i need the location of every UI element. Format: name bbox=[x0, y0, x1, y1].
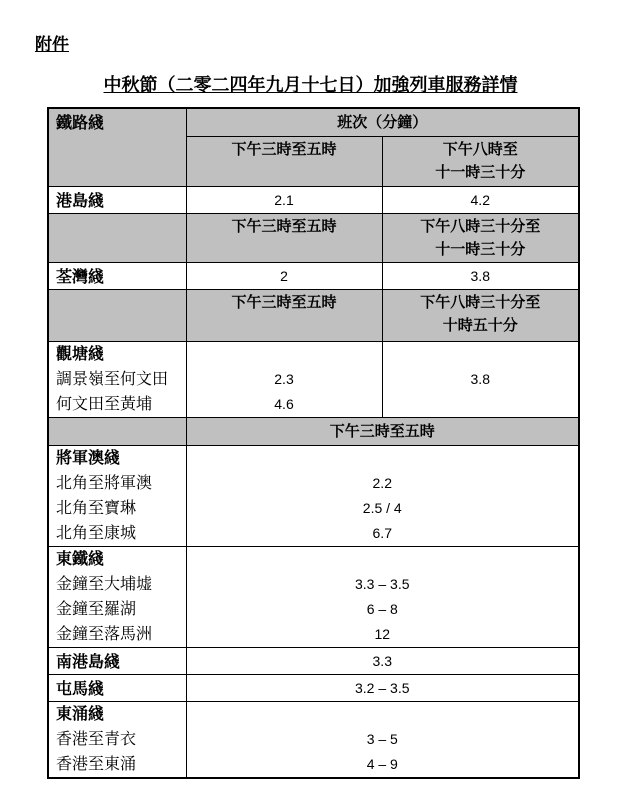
page-title-text: 中秋節（二零二四年九月十七日）加強列車服務詳情 bbox=[103, 75, 518, 95]
island-evening-period-cell bbox=[382, 136, 579, 186]
tung-chung-segment-value: 4 – 9 bbox=[366, 755, 398, 772]
east-rail-segment-value: 6 – 8 bbox=[366, 600, 398, 617]
tseung-kwan-o-segment-name: 北角至將軍澳 bbox=[56, 474, 153, 492]
tseung-kwan-o-segment-name: 北角至寶琳 bbox=[56, 499, 137, 517]
east-rail-segment-name: 金鐘至大埔墟 bbox=[56, 575, 153, 593]
kwun-tong-afternoon-period-cell: 下午三時至五時 bbox=[186, 289, 382, 341]
east-rail-segment-value: 3.3 – 3.5 bbox=[355, 575, 410, 592]
east-rail-line-name: 東鐵綫 bbox=[56, 550, 105, 568]
kwun-tong-segment-name: 調景嶺至何文田 bbox=[56, 370, 169, 388]
kwun-tong-line-row bbox=[48, 341, 579, 417]
page-title bbox=[0, 71, 621, 97]
tsuen-wan-period-header-row bbox=[48, 213, 579, 262]
tsuen-wan-afternoon-period-cell: 下午三時至五時 bbox=[186, 213, 382, 262]
tsuen-wan-evening-period-cell bbox=[382, 213, 579, 262]
island-afternoon-period-cell: 下午三時至五時 bbox=[186, 136, 382, 186]
kwun-tong-period-header-row bbox=[48, 289, 579, 341]
tuen-ma-line-row bbox=[48, 674, 579, 701]
east-rail-segment-value: 12 bbox=[374, 625, 391, 642]
island-line-row bbox=[48, 186, 579, 213]
east-rail-segment-name: 金鐘至羅湖 bbox=[56, 600, 137, 618]
island-evening-value: 4.2 bbox=[382, 186, 579, 213]
kwun-tong-evening-period-cell bbox=[382, 289, 579, 341]
tseung-kwan-o-segment-name: 北角至康城 bbox=[56, 524, 137, 542]
tuen-ma-value: 3.2 – 3.5 bbox=[186, 674, 579, 701]
tsuen-wan-line-name: 荃灣綫 bbox=[48, 262, 186, 289]
tseung-kwan-o-segment-value: 6.7 bbox=[372, 524, 392, 541]
tsuen-wan-evening-period-line1: 下午八時三十分至 bbox=[420, 218, 541, 235]
tung-chung-line-row bbox=[48, 701, 579, 778]
spacer-line bbox=[187, 446, 579, 471]
empty-cell bbox=[48, 417, 186, 445]
empty-cell bbox=[48, 289, 186, 341]
train-frequency-table bbox=[47, 107, 580, 779]
east-rail-segment-name: 金鐘至落馬洲 bbox=[56, 625, 153, 643]
tsuen-wan-line-row bbox=[48, 262, 579, 289]
tseung-kwan-o-names-cell bbox=[48, 445, 186, 546]
kwun-tong-evening-period-line1: 下午八時三十分至 bbox=[420, 294, 541, 311]
tseung-kwan-o-values-cell bbox=[186, 445, 579, 546]
table-header-row bbox=[48, 108, 579, 136]
spacer-line bbox=[187, 342, 382, 367]
tseung-kwan-o-line-row bbox=[48, 445, 579, 546]
kwun-tong-evening-period-line2: 十時五十分 bbox=[442, 317, 518, 334]
tung-chung-line-name: 東涌綫 bbox=[56, 705, 105, 723]
south-island-line-row bbox=[48, 647, 579, 674]
tung-chung-names-cell bbox=[48, 701, 186, 778]
tung-chung-segment-name: 香港至東涌 bbox=[56, 755, 137, 773]
tseung-kwan-o-segment-value: 2.5 / 4 bbox=[362, 499, 402, 516]
island-afternoon-value: 2.1 bbox=[186, 186, 382, 213]
kwun-tong-segment-name: 何文田至黃埔 bbox=[56, 395, 153, 413]
tung-chung-segment-name: 香港至青衣 bbox=[56, 730, 137, 748]
island-evening-period-line1: 下午八時至 bbox=[442, 141, 518, 158]
tseung-kwan-o-segment-value: 2.2 bbox=[372, 474, 392, 491]
south-island-line-name: 南港島綫 bbox=[48, 647, 186, 674]
afternoon-only-period-cell: 下午三時至五時 bbox=[186, 417, 579, 445]
header-frequency-cell: 班次（分鐘） bbox=[186, 108, 579, 136]
kwun-tong-segment-value: 2.3 bbox=[274, 370, 294, 387]
kwun-tong-line-name: 觀塘綫 bbox=[56, 345, 105, 363]
tsuen-wan-afternoon-value: 2 bbox=[186, 262, 382, 289]
tung-chung-values-cell bbox=[186, 701, 579, 778]
kwun-tong-names-cell bbox=[48, 341, 186, 417]
kwun-tong-afternoon-values-cell bbox=[186, 341, 382, 417]
tuen-ma-line-name: 屯馬綫 bbox=[48, 674, 186, 701]
east-rail-line-row bbox=[48, 546, 579, 647]
east-rail-values-cell bbox=[186, 546, 579, 647]
afternoon-only-header-row bbox=[48, 417, 579, 445]
tung-chung-segment-value: 3 – 5 bbox=[366, 730, 398, 747]
kwun-tong-segment-value: 4.6 bbox=[274, 395, 294, 412]
spacer-line bbox=[187, 702, 579, 727]
island-evening-period-line2: 十一時三十分 bbox=[435, 164, 526, 181]
tsuen-wan-evening-period-line2: 十一時三十分 bbox=[435, 241, 526, 258]
east-rail-names-cell bbox=[48, 546, 186, 647]
tseung-kwan-o-line-name: 將軍澳綫 bbox=[56, 449, 121, 467]
empty-cell bbox=[48, 213, 186, 262]
island-line-name: 港島綫 bbox=[48, 186, 186, 213]
attachment-label: 附件 bbox=[35, 35, 69, 54]
tsuen-wan-evening-value: 3.8 bbox=[382, 262, 579, 289]
south-island-value: 3.3 bbox=[186, 647, 579, 674]
spacer-line bbox=[187, 547, 579, 572]
header-rail-line-cell: 鐵路綫 bbox=[48, 108, 186, 186]
kwun-tong-evening-value: 3.8 bbox=[382, 341, 579, 417]
